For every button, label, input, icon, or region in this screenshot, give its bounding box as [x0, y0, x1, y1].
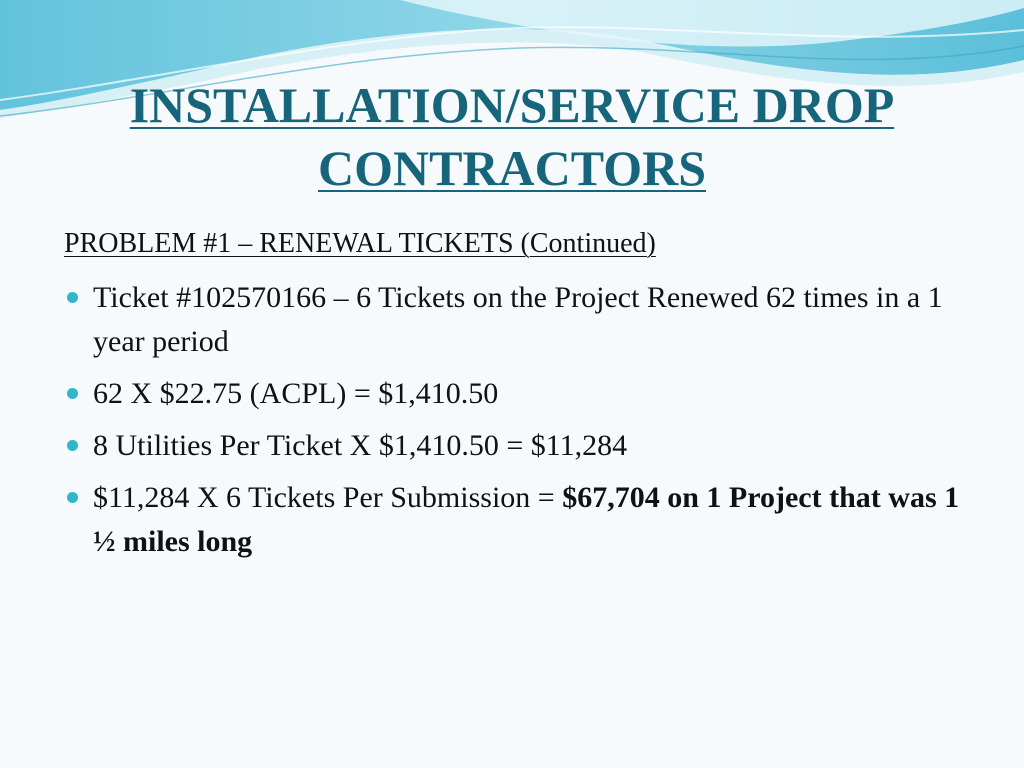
slide-title-line1: INSTALLATION/SERVICE DROP — [129, 77, 895, 133]
bullet-dot-icon — [67, 388, 78, 399]
bullet-list — [0, 276, 1000, 572]
slide-subtitle: PROBLEM #1 – RENEWAL TICKETS (Continued) — [64, 228, 656, 259]
bullet-dot-icon — [67, 440, 78, 451]
bullet-text: $11,284 X 6 Tickets Per Submission = — [93, 481, 563, 514]
slide-title-line2: CONTRACTORS — [317, 140, 707, 196]
bullet-bold-text: $67,704 on 1 Project that was 1 ½ miles long — [93, 481, 960, 558]
bullet-item — [0, 276, 1000, 364]
bullet-item — [0, 372, 1000, 416]
bullet-text: 62 X $22.75 (ACPL) = $1,410.50 — [93, 377, 499, 410]
slide-title — [0, 74, 1024, 200]
bullet-text: 8 Utilities Per Ticket X $1,410.50 = $11,284 — [93, 429, 628, 462]
bullet-item — [0, 476, 1000, 564]
bullet-dot-icon — [67, 492, 78, 503]
bullet-item — [0, 424, 1000, 468]
bullet-text: Ticket #102570166 – 6 Tickets on the Project Renewed 62 times in a 1 year period — [93, 281, 943, 358]
bullet-dot-icon — [67, 292, 78, 303]
